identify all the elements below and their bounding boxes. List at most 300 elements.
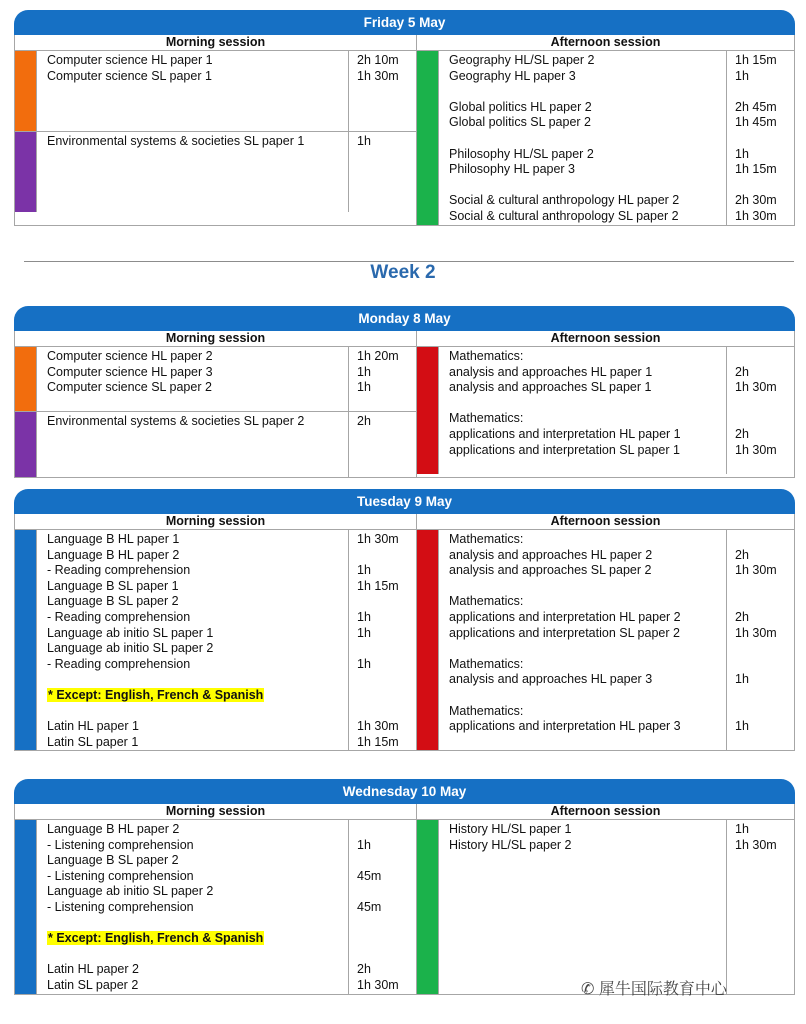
exam-line [449,657,726,673]
exam-line [449,884,726,900]
exam-block [417,820,794,994]
exam-duration: 1h [735,68,749,83]
subject-color-swatch [15,530,37,750]
exam-title: Mathematics: [449,703,524,718]
exam-line [47,414,348,430]
exception-note: * Except: English, French & Spanish [48,931,264,946]
exam-durations [349,347,416,411]
exam-line [449,365,726,381]
exam-line [449,396,726,412]
exam-line [449,704,726,720]
exam-title: Social & cultural anthropology HL paper 2 [449,193,680,208]
exam-durations [349,530,416,750]
exam-line [47,610,348,626]
morning-session-label: Morning session [15,514,417,529]
exam-line [449,548,726,564]
exam-line [449,563,726,579]
day-header: Monday 8 May [14,306,795,331]
exam-title: Language B HL paper 2 [47,547,180,562]
afternoon-column [417,530,794,750]
afternoon-session-label: Afternoon session [550,35,661,49]
exam-duration [357,641,416,657]
subject-color-swatch [15,347,37,411]
exam-title: - Listening comprehension [47,837,194,852]
exam-durations [727,347,794,474]
exam-title: analysis and approaches HL paper 3 [449,672,653,687]
session-header-row [15,514,794,530]
exam-line [47,461,348,477]
exam-duration: 2h [735,364,749,379]
day-header: Friday 5 May [14,10,795,35]
exam-line [47,719,348,735]
exam-duration: 1h 15m [735,162,777,177]
exam-title: Computer science SL paper 1 [47,68,212,83]
watermark [581,976,727,999]
subject-color-swatch [417,51,439,225]
exam-duration [735,947,794,963]
exam-duration [735,532,794,548]
exam-title: - Listening comprehension [47,899,194,914]
exam-duration: 1h 30m [735,837,777,852]
exam-line [449,594,726,610]
exam-duration [357,446,416,462]
exam-line [449,719,726,735]
exam-title: Mathematics: [449,349,524,363]
exam-duration [357,84,416,100]
exam-title: Language B HL paper 1 [47,532,180,546]
morning-session-label: Morning session [15,331,417,346]
exam-line [449,931,726,947]
exam-block [15,411,416,476]
exam-duration: 1h [357,364,371,379]
exam-titles [439,347,727,474]
exam-line [449,838,726,854]
exam-line [449,162,726,178]
exam-line [47,916,348,932]
exam-duration [357,196,416,212]
exam-durations [349,132,416,212]
exam-line [449,641,726,657]
exam-duration: 1h 15m [357,578,399,593]
exam-duration: 1h 15m [357,734,399,749]
exam-duration [735,84,794,100]
exam-line [47,931,348,947]
exam-line [47,115,348,131]
day-header: Tuesday 9 May [14,489,795,514]
exam-line [449,443,726,459]
exam-title: Language B SL paper 1 [47,578,179,593]
exam-title: analysis and approaches HL paper 1 [449,364,653,379]
exam-line [449,947,726,963]
exam-duration: 45m [357,868,382,883]
exam-line [47,869,348,885]
exam-duration [735,178,794,194]
exam-title: Computer science HL paper 2 [47,349,213,363]
exam-line [449,193,726,209]
exam-line [449,579,726,595]
subject-color-swatch [15,412,37,476]
afternoon-session-label: Afternoon session [550,514,661,528]
exam-block [15,51,416,131]
session-blocks [15,347,794,477]
exam-block [417,51,794,225]
exam-duration [735,916,794,932]
subject-color-swatch [15,51,37,131]
session-grid [14,804,795,995]
exam-title: Mathematics: [449,594,524,609]
exam-line [449,532,726,548]
subject-color-swatch [15,132,37,212]
afternoon-session-label: Afternoon session [550,804,661,818]
exam-duration: 1h [357,563,371,578]
exam-title: applications and interpretation HL paper 2 [449,609,681,624]
exam-block [15,820,416,994]
exam-titles [37,530,349,750]
exception-note: * Except: English, French & Spanish [48,687,264,702]
exam-line [47,657,348,673]
session-header-row [15,804,794,820]
exam-durations [727,51,794,225]
exam-line [47,822,348,838]
exam-duration [357,688,416,704]
exam-title: analysis and approaches HL paper 2 [449,547,653,562]
exam-line [449,869,726,885]
exam-title: History HL/SL paper 1 [449,822,572,836]
exam-duration [735,688,794,704]
exam-title: applications and interpretation HL paper 3 [449,719,681,734]
exam-title: Global politics SL paper 2 [449,115,591,130]
exam-line [47,594,348,610]
exam-line [47,548,348,564]
exam-line [449,672,726,688]
exam-line [449,822,726,838]
exam-line [47,626,348,642]
exam-line [47,150,348,166]
subject-color-swatch [417,530,439,750]
exam-title: Computer science HL paper 1 [47,53,213,67]
exam-title: Environmental systems & societies SL paper 1 [47,133,305,148]
exam-line [449,349,726,365]
exam-line [449,131,726,147]
exam-title: Philosophy HL paper 3 [449,162,576,177]
exam-line [449,178,726,194]
exam-duration [735,411,794,427]
exam-line [47,196,348,212]
exam-duration: 2h [357,962,371,977]
session-blocks [15,820,794,994]
exam-line [47,853,348,869]
afternoon-column [417,51,794,225]
exam-title: Latin HL paper 2 [47,962,139,977]
exam-line [47,947,348,963]
exam-line [449,147,726,163]
exam-duration [735,869,794,885]
morning-session-label: Morning session [15,35,417,50]
exam-duration [357,916,416,932]
subject-color-swatch [417,820,439,994]
exam-duration [357,165,416,181]
exam-line [47,349,348,365]
exam-duration: 2h [357,414,371,429]
exam-duration [357,822,416,838]
morning-session-label: Morning session [15,804,417,819]
subject-color-swatch [15,820,37,994]
exam-duration: 2h [735,609,749,624]
exam-duration [357,461,416,477]
exam-duration: 2h [735,426,749,441]
exam-title: Philosophy HL/SL paper 2 [449,146,594,161]
afternoon-session-label: Afternoon session [550,331,661,345]
exam-line [47,430,348,446]
exam-duration: 1h [357,609,371,624]
session-blocks [15,530,794,750]
exam-line [47,532,348,548]
session-blocks [15,51,794,225]
morning-column [15,51,417,225]
exam-duration: 2h 45m [735,99,777,114]
exam-titles [439,530,727,750]
exam-line [47,641,348,657]
exam-titles [37,820,349,994]
exam-line [47,100,348,116]
exam-title: analysis and approaches SL paper 2 [449,563,652,578]
exam-line [449,209,726,225]
exam-duration [357,181,416,197]
exam-title: analysis and approaches SL paper 1 [449,380,652,395]
exam-line [47,84,348,100]
exam-title: Language B SL paper 2 [47,594,179,609]
session-grid [14,331,795,478]
exam-line [449,84,726,100]
exam-duration: 45m [357,899,382,914]
exam-duration: 1h 30m [357,719,399,734]
exam-title: applications and interpretation SL paper 2 [449,625,680,640]
afternoon-column [417,820,794,994]
exam-durations [727,530,794,750]
exam-title: Computer science HL paper 3 [47,364,213,379]
afternoon-column [417,347,794,477]
exam-duration: 1h [357,656,371,671]
exam-line [47,978,348,994]
exam-block [15,347,416,411]
exam-line [47,735,348,751]
exam-line [47,396,348,412]
exam-title: applications and interpretation SL paper 1 [449,442,680,457]
exam-duration: 1h [357,837,371,852]
exam-duration: 1h 45m [735,115,777,130]
exam-line [47,579,348,595]
exam-line [47,53,348,69]
exam-line [449,688,726,704]
exam-duration [735,962,794,978]
exam-line [449,735,726,751]
exam-duration: 1h 30m [735,380,777,395]
exam-titles [439,820,727,994]
exam-duration [735,349,794,365]
exam-duration [357,672,416,688]
exam-duration [735,931,794,947]
exam-duration [735,853,794,869]
exam-title: Environmental systems & societies SL paper 2 [47,414,305,429]
exam-line [449,380,726,396]
exam-duration: 1h 30m [735,442,777,457]
exam-durations [727,820,794,994]
session-grid [14,35,795,226]
exam-line [449,100,726,116]
exam-title: Language ab initio SL paper 2 [47,641,214,656]
exam-block [417,347,794,474]
exam-duration: 1h 30m [735,563,777,578]
exam-line [47,165,348,181]
exam-duration: 1h [357,380,371,395]
exam-durations [349,820,416,994]
exam-line [449,853,726,869]
exam-line [449,411,726,427]
exam-durations [349,412,416,476]
exam-duration: 2h [735,547,749,562]
exam-title: Mathematics: [449,532,524,546]
exam-title: - Listening comprehension [47,868,194,883]
subject-color-swatch [417,347,439,474]
exam-title: Social & cultural anthropology SL paper 2 [449,208,679,223]
morning-column [15,347,417,477]
exam-titles [37,51,349,131]
exam-line [449,427,726,443]
session-grid [14,514,795,751]
exam-duration: 1h 20m [357,349,399,363]
exam-title: - Reading comprehension [47,609,191,624]
session-header-row [15,35,794,51]
exam-duration [735,735,794,751]
exam-title: applications and interpretation HL paper 1 [449,426,681,441]
exam-duration [357,947,416,963]
exam-line [47,365,348,381]
watermark-text: 犀牛国际教育中心 [598,981,727,998]
exam-line [449,916,726,932]
exam-title: Computer science SL paper 2 [47,380,212,395]
exam-line [449,610,726,626]
exam-duration: 1h [357,625,371,640]
exam-duration: 1h 30m [357,68,399,83]
exam-line [47,672,348,688]
exam-title: Language ab initio SL paper 2 [47,884,214,899]
exam-durations [349,51,416,131]
exam-title: Mathematics: [449,411,524,426]
day-wednesday [14,779,795,995]
week-heading: Week 2 [370,262,436,283]
exam-line [449,458,726,474]
exam-title: Latin HL paper 1 [47,719,139,734]
day-header: Wednesday 10 May [14,779,795,804]
exam-line [449,53,726,69]
exam-duration [735,884,794,900]
exam-duration [357,430,416,446]
exam-line [449,115,726,131]
exam-duration [357,150,416,166]
exam-duration [357,853,416,869]
exam-duration [735,657,794,673]
exam-title: Language B HL paper 2 [47,822,180,836]
exam-titles [439,51,727,225]
exam-duration [357,396,416,412]
exam-duration [357,931,416,947]
exam-line [449,69,726,85]
exam-block [417,530,794,750]
exam-title: Mathematics: [449,656,524,671]
exam-line [47,900,348,916]
exam-title: Latin SL paper 1 [47,734,139,749]
exam-line [47,134,348,150]
exam-duration: 1h 30m [357,977,399,992]
exam-duration [735,579,794,595]
day-tuesday [14,489,795,751]
exam-title: History HL/SL paper 2 [449,837,572,852]
exam-duration: 1h [735,672,749,687]
exam-duration: 2h 30m [735,193,777,208]
exam-duration: 1h 30m [357,532,399,546]
wechat-icon: ✆ [581,981,599,998]
exam-block [15,530,416,750]
exam-duration [735,704,794,720]
exam-line [47,69,348,85]
day-friday [14,10,795,226]
exam-duration [357,594,416,610]
exam-titles [37,132,349,212]
exam-block [15,131,416,212]
exam-duration [735,900,794,916]
morning-column [15,530,417,750]
exam-duration [735,131,794,147]
exam-duration: 1h 30m [735,208,777,223]
exam-duration: 1h [735,822,749,836]
exam-duration: 1h 15m [735,53,777,67]
exam-duration: 1h [357,133,371,148]
exam-line [47,380,348,396]
exam-title: - Reading comprehension [47,563,191,578]
exam-line [449,626,726,642]
exam-title: Geography HL paper 3 [449,68,576,83]
exam-line [47,181,348,197]
exam-line [47,563,348,579]
exam-duration [735,396,794,412]
exam-duration [357,548,416,564]
exam-title: Global politics HL paper 2 [449,99,592,114]
exam-title: - Reading comprehension [47,656,191,671]
exam-line [47,446,348,462]
exam-line [449,900,726,916]
exam-title: Language B SL paper 2 [47,853,179,868]
session-header-row [15,331,794,347]
exam-line [47,838,348,854]
exam-line [47,688,348,704]
exam-duration [735,594,794,610]
exam-duration [735,978,794,994]
exam-duration [357,100,416,116]
exam-line [47,884,348,900]
exam-duration [735,641,794,657]
day-monday [14,306,795,478]
exam-titles [37,412,349,476]
exam-duration [357,704,416,720]
exam-duration: 1h 30m [735,625,777,640]
exam-duration [357,884,416,900]
exam-duration [735,458,794,474]
exam-duration [357,115,416,131]
exam-duration: 1h [735,719,749,734]
exam-title: Language ab initio SL paper 1 [47,625,214,640]
exam-title: Geography HL/SL paper 2 [449,53,595,67]
exam-line [47,704,348,720]
